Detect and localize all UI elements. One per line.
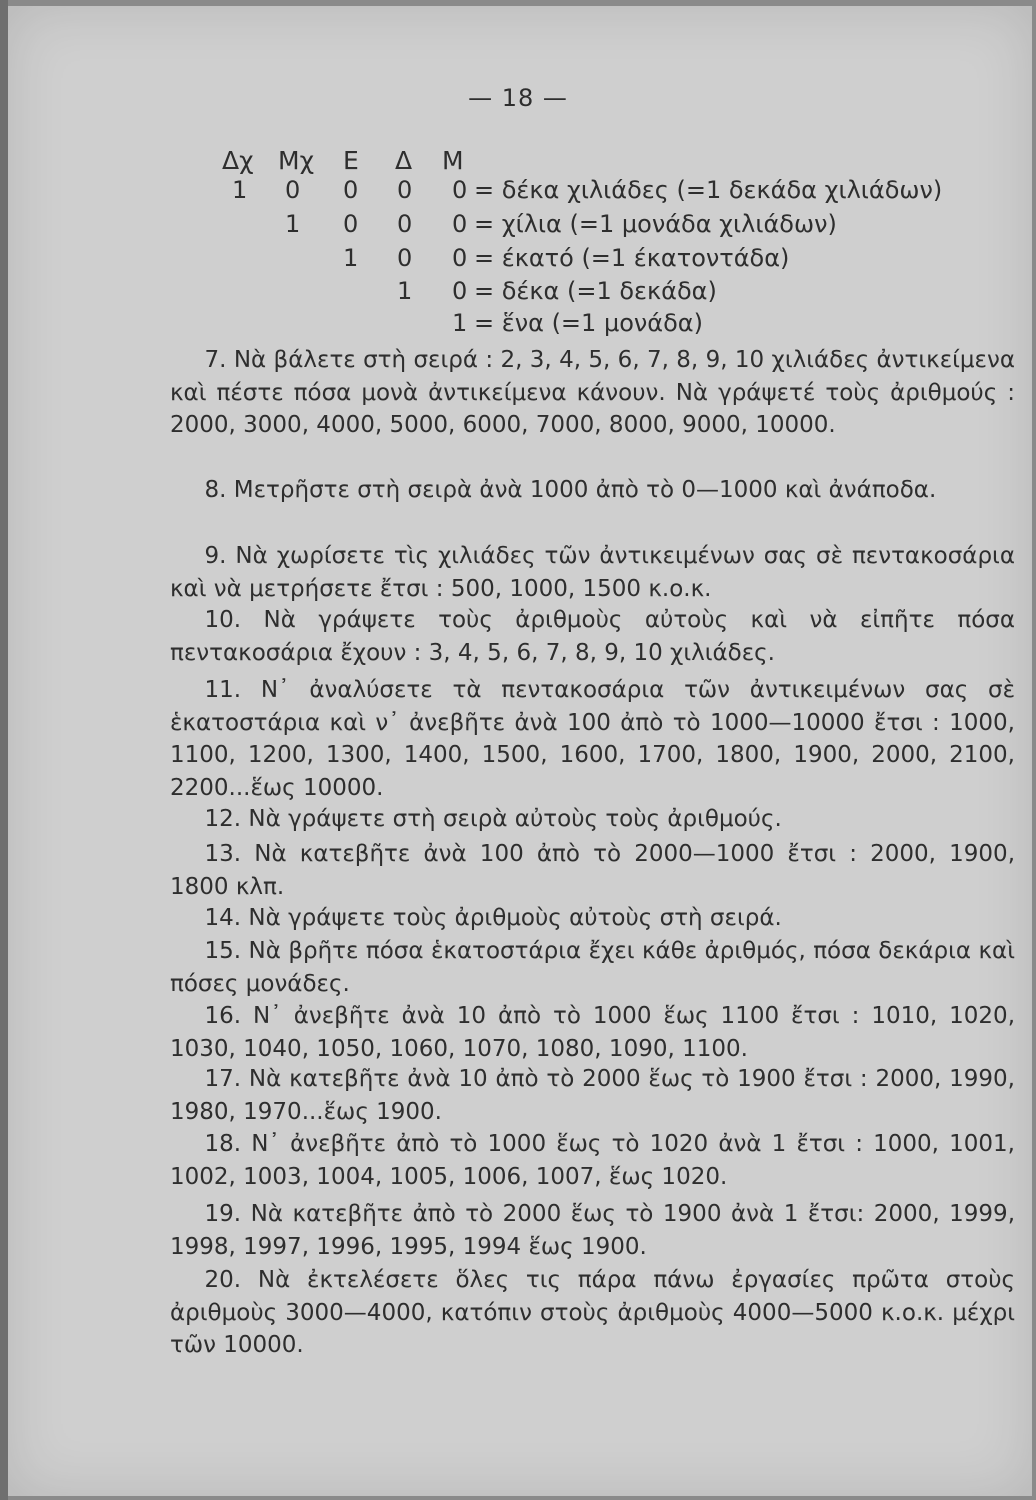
exercise-number: 7. (204, 347, 227, 373)
exercise-number: 15. (204, 938, 242, 964)
exercise-text: Νὰ χωρίσετε τὶς χιλιάδες τῶν ἀντικειμένων σας σὲ πεντακοσάρια καὶ νὰ μετρήσετε ἔτσι : 500, 1000, 1500 κ.ο.κ. (170, 543, 1015, 602)
header-thousands: Μχ (278, 146, 315, 175)
exercise-8 (170, 474, 1015, 507)
page-number: — 18 — (468, 84, 568, 112)
exercise-number: 16. (204, 1003, 242, 1029)
exercise-text: Ν᾽ ἀναλύσετε τὰ πεντακοσάρια τῶν ἀντικειμένων σας σὲ ἑκατοστάρια καὶ ν᾽ ἀνεβῆτε ἀνὰ 100 ἀπὸ τὸ 1000—10000 ἔτσι : 1000, 1100, 1200, 1300, 1400, 1500, 1600, 1700, 1800, 1900, 2000, 2100, 2200...ἕως 10000. (170, 677, 1016, 801)
exercise-15 (170, 935, 1015, 1000)
exercise-number: 13. (204, 841, 242, 867)
header-tens: Δ (395, 146, 413, 175)
digit: 0 (452, 176, 468, 204)
digit: 0 (397, 176, 413, 204)
exercise-number: 19. (204, 1201, 242, 1227)
exercise-number: 10. (204, 607, 242, 633)
exercise-text: Νὰ κατεβῆτε ἀνὰ 10 ἀπὸ τὸ 2000 ἕως τὸ 1900 ἔτσι : 2000, 1990, 1980, 1970...ἕως 1900. (170, 1066, 1015, 1125)
digit: 0 (397, 244, 413, 272)
header-hundreds: Ε (343, 146, 359, 175)
exercise-number: 8. (204, 477, 227, 503)
exercise-number: 17. (204, 1066, 242, 1092)
digit: 0 (343, 210, 359, 238)
exercise-text: Νὰ γράψετε τοὺς ἀριθμοὺς αὐτοὺς καὶ νὰ εἰπῆτε πόσα πεντακοσάρια ἔχουν : 3, 4, 5, 6, 7, 8, 9, 10 χιλιάδες. (170, 607, 1015, 666)
exercise-13 (170, 838, 1015, 903)
digit: 0 (452, 244, 468, 272)
exercise-16 (170, 1000, 1015, 1065)
exercise-text: Νὰ κατεβῆτε ἀπὸ τὸ 2000 ἕως τὸ 1900 ἀνὰ 1 ἔτσι: 2000, 1999, 1998, 1997, 1996, 1995, 1994 ἕως 1900. (170, 1201, 1016, 1260)
exercise-number: 12. (204, 806, 242, 832)
meaning: = ἕνα (=1 μονάδα) (474, 309, 703, 337)
exercise-number: 11. (204, 677, 242, 703)
exercise-text: Νὰ γράψετε στὴ σειρὰ αὐτοὺς τοὺς ἀριθμούς. (248, 806, 782, 832)
meaning: = έκατό (=1 έκατοντάδα) (474, 244, 790, 272)
exercise-20 (170, 1264, 1015, 1362)
exercise-text: Ν᾽ ἀνεβῆτε ἀνὰ 10 ἀπὸ τὸ 1000 ἕως 1100 ἔτσι : 1010, 1020, 1030, 1040, 1050, 1060, 1070, 1080, 1090, 1100. (170, 1003, 1016, 1062)
digit: 0 (343, 176, 359, 204)
digit: 0 (452, 277, 468, 305)
exercise-9 (170, 540, 1015, 605)
book-spine (0, 0, 8, 1500)
exercise-text: Νὰ βάλετε στὴ σειρά : 2, 3, 4, 5, 6, 7, 8, 9, 10 χιλιάδες ἀντικείμενα καὶ πέστε πόσα μονὰ ἀντικείμενα κάνουν. Νὰ γράψετέ τοὺς ἀριθμούς : 2000, 3000, 4000, 5000, 6000, 7000, 8000, 9000, 10000. (170, 347, 1016, 439)
header-ten-thousands: Δχ (222, 146, 254, 175)
exercise-11 (170, 674, 1015, 804)
digit: 0 (452, 210, 468, 238)
digit: 1 (397, 277, 413, 305)
meaning: = δέκα (=1 δεκάδα) (474, 277, 717, 305)
exercise-text: Νὰ ἐκτελέσετε ὅλες τις πάρα πάνω ἐργασίες πρῶτα στοὺς ἀριθμοὺς 3000—4000, κατόπιν στοὺς ἀριθμοὺς 4000—5000 κ.ο.κ. μέχρι τῶν 10000. (170, 1267, 1016, 1359)
exercise-text: Ν᾽ ἀνεβῆτε ἀπὸ τὸ 1000 ἕως τὸ 1020 ἀνὰ 1 ἔτσι : 1000, 1001, 1002, 1003, 1004, 1005, 1006, 1007, ἕως 1020. (170, 1131, 1015, 1190)
exercise-12 (170, 803, 1015, 836)
exercise-14 (170, 902, 1015, 935)
exercise-text: Νὰ κατεβῆτε ἀνὰ 100 ἀπὸ τὸ 2000—1000 ἔτσι : 2000, 1900, 1800 κλπ. (170, 841, 1016, 900)
digit: 0 (285, 176, 301, 204)
exercise-text: Νὰ βρῆτε πόσα ἑκατοστάρια ἔχει κάθε ἀριθμός, πόσα δεκάρια καὶ πόσες μονάδες. (170, 938, 1015, 997)
meaning: = χίλια (=1 μονάδα χιλιάδων) (474, 210, 837, 238)
exercise-19 (170, 1198, 1015, 1263)
digit: 1 (232, 176, 248, 204)
exercise-number: 18. (204, 1131, 242, 1157)
meaning: = δέκα χιλιάδες (=1 δεκάδα χιλιάδων) (474, 176, 943, 204)
exercise-number: 14. (204, 905, 242, 931)
exercise-18 (170, 1128, 1015, 1193)
exercise-17 (170, 1063, 1015, 1128)
header-units: Μ (442, 146, 464, 175)
exercise-number: 9. (204, 543, 227, 569)
exercise-7 (170, 344, 1015, 442)
digit: 1 (452, 309, 468, 337)
exercise-number: 20. (204, 1267, 242, 1293)
digit: 1 (343, 244, 359, 272)
exercise-text: Μετρῆστε στὴ σειρὰ ἀνὰ 1000 ἀπὸ τὸ 0—1000 καὶ ἀνάποδα. (233, 477, 937, 503)
digit: 1 (285, 210, 301, 238)
exercise-text: Νὰ γράψετε τοὺς ἀριθμοὺς αὐτοὺς στὴ σειρά. (248, 905, 782, 931)
digit: 0 (397, 210, 413, 238)
exercise-10 (170, 604, 1015, 669)
